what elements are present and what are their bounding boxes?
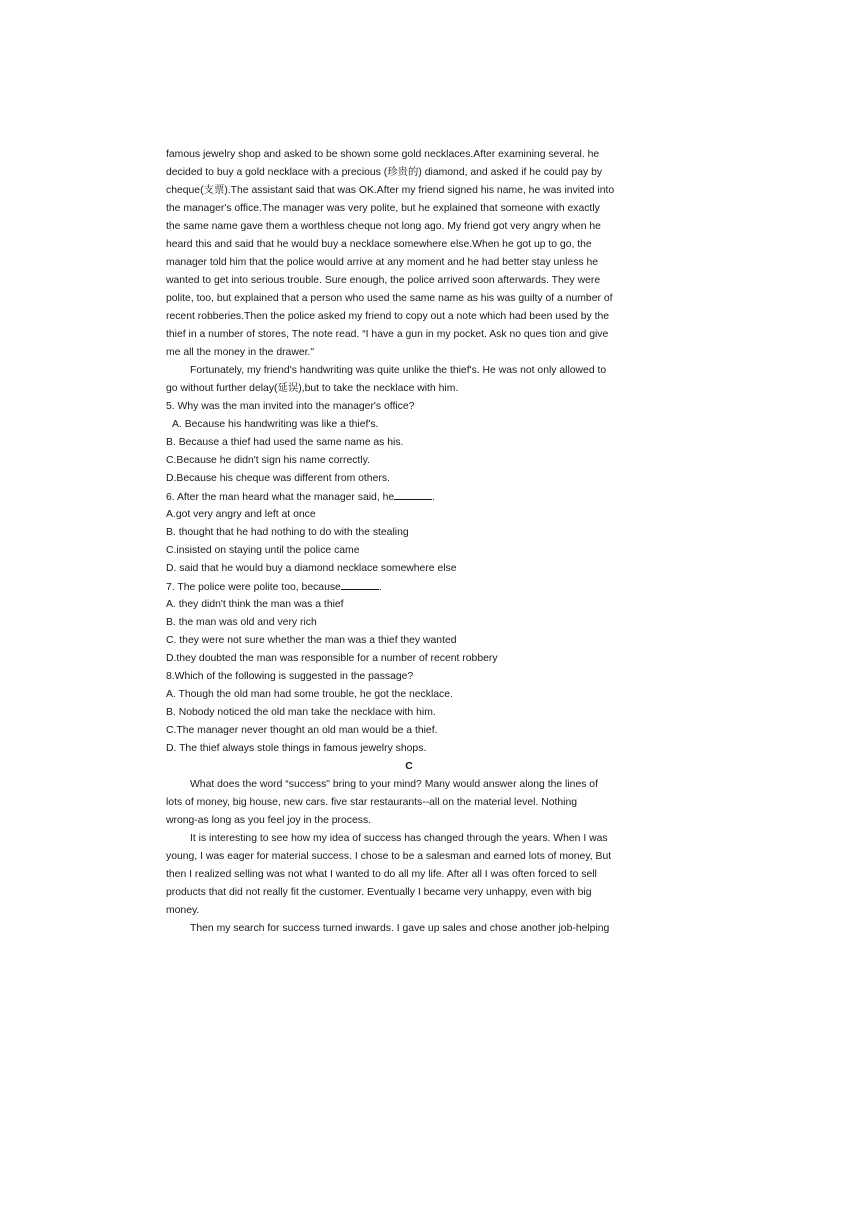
option-c: C.Because he didn't sign his name correctly. — [166, 455, 370, 466]
option-d: D. The thief always stole things in famous jewelry shops. — [166, 743, 427, 754]
question-stem-text: 7. The police were polite too, because — [166, 582, 341, 593]
option-b: B. thought that he had nothing to do with the stealing — [166, 527, 409, 538]
option-a: A. Because his handwriting was like a thief's. — [172, 419, 379, 430]
text-line: manager told him that the police would arrive at any moment and he had better stay unless he — [166, 257, 599, 268]
section-c-paragraph-2 — [166, 830, 652, 920]
text-line: It is interesting to see how my idea of success has changed through the years. When I was — [190, 833, 608, 844]
option-c: C. they were not sure whether the man was a thief they wanted — [166, 635, 457, 646]
option-c: C.insisted on staying until the police came — [166, 545, 360, 556]
text-line: then I realized selling was not what I wanted to do all my life. After all I was often forced to sell — [166, 869, 597, 880]
text-line: young, I was eager for material success. I chose to be a salesman and earned lots of money, But — [166, 851, 612, 862]
question-stem-end: . — [378, 582, 382, 593]
option-d: D.Because his cheque was different from others. — [166, 473, 390, 484]
text-line: money. — [166, 905, 200, 916]
text-line: heard this and said that he would buy a necklace somewhere else.When he got up to go, the — [166, 239, 592, 250]
section-c-paragraph-3 — [166, 920, 652, 938]
text-line: me all the money in the drawer." — [166, 347, 315, 358]
question-stem-text: 6. After the man heard what the manager said, he — [166, 492, 395, 503]
question-7 — [166, 578, 652, 668]
text-line: Fortunately, my friend's handwriting was quite unlike the thief's. He was not only allowed to — [190, 365, 607, 376]
answer-blank — [394, 488, 432, 500]
option-b: B. the man was old and very rich — [166, 617, 317, 628]
text-line: the manager's office.The manager was very polite, but he explained that someone with exactly — [166, 203, 600, 214]
text-line: Then my search for success turned inwards. I gave up sales and chose another job-helping — [190, 923, 610, 934]
option-a: A. Though the old man had some trouble, he got the necklace. — [166, 689, 453, 700]
text-line: polite, too, but explained that a person who used the same name as his was guilty of a number of — [166, 293, 613, 304]
option-d: D. said that he would buy a diamond necklace somewhere else — [166, 563, 457, 574]
text-line: famous jewelry shop and asked to be shown some gold necklaces.After examining several. he — [166, 149, 600, 160]
section-c-paragraph-1 — [166, 776, 652, 830]
question-5 — [166, 398, 652, 488]
text-line: decided to buy a gold necklace with a precious (珍贵的) diamond, and asked if he could pay by — [166, 167, 603, 178]
question-stem: 5. Why was the man invited into the manager's office? — [166, 401, 415, 412]
question-6 — [166, 488, 652, 578]
text-line: lots of money, big house, new cars. five star restaurants--all on the material level. Nothing — [166, 797, 578, 808]
question-stem — [166, 488, 652, 506]
question-stem — [166, 578, 652, 596]
option-d: D.they doubted the man was responsible for a number of recent robbery — [166, 653, 498, 664]
text-line: products that did not really fit the customer. Eventually I became very unhappy, even with big — [166, 887, 592, 898]
answer-blank — [341, 578, 379, 590]
option-c: C.The manager never thought an old man would be a thief. — [166, 725, 438, 736]
passage-b-paragraph-2 — [166, 362, 652, 398]
text-line: What does the word “success" bring to your mind? Many would answer along the lines of — [190, 779, 598, 790]
text-line: wanted to get into serious trouble. Sure enough, the police arrived soon afterwards. They were — [166, 275, 601, 286]
text-line: go without further delay(延误),but to take the necklace with him. — [166, 383, 459, 394]
option-a: A.got very angry and left at once — [166, 509, 316, 520]
text-line: cheque(支票).The assistant said that was OK.After my friend signed his name, he was invited into — [166, 185, 615, 196]
text-line: the same name gave them a worthless cheque not long ago. My friend got very angry when he — [166, 221, 601, 232]
question-stem: 8.Which of the following is suggested in the passage? — [166, 671, 414, 682]
option-a: A. they didn't think the man was a thief — [166, 599, 344, 610]
text-line: wrong-as long as you feel joy in the process. — [166, 815, 372, 826]
passage-b-paragraph-1 — [166, 146, 652, 362]
text-line: thief in a number of stores, The note read. “I have a gun in my pocket. Ask no ques tion and give — [166, 329, 609, 340]
option-b: B. Because a thief had used the same name as his. — [166, 437, 404, 448]
question-8 — [166, 668, 652, 758]
section-heading: C — [405, 761, 413, 772]
question-stem-end: . — [432, 492, 436, 503]
document-body — [166, 146, 652, 938]
text-line: recent robberies.Then the police asked my friend to copy out a note which had been used by the — [166, 311, 610, 322]
option-b: B. Nobody noticed the old man take the necklace with him. — [166, 707, 436, 718]
